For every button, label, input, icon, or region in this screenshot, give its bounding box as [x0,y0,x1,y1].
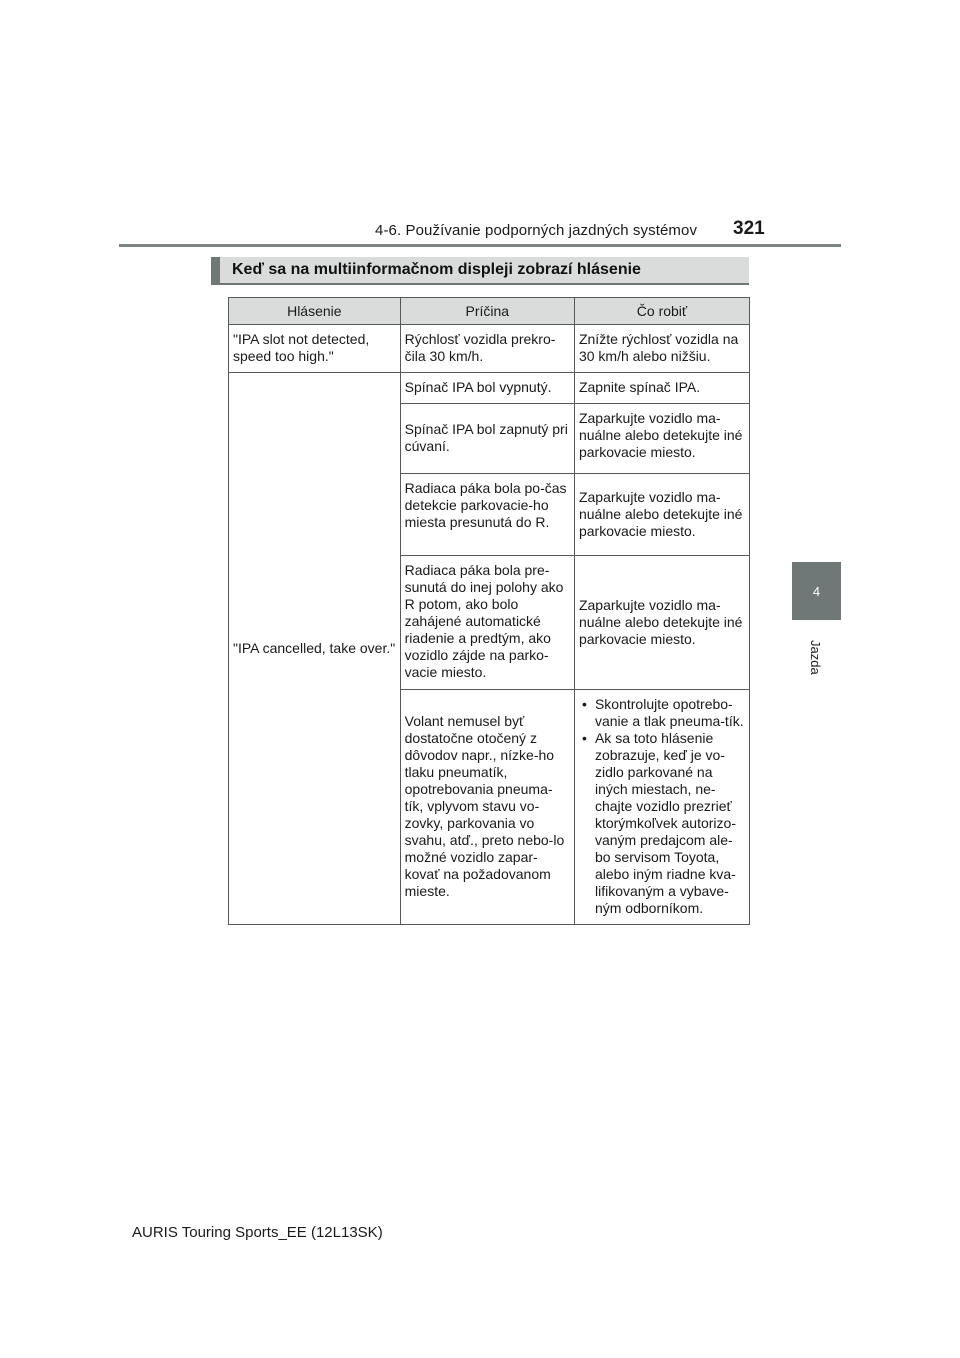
footer-model-code: AURIS Touring Sports_EE (12L13SK) [132,1224,383,1241]
cause-cell: Radiaca páka bola pre-sunutá do inej polohy ako R potom, ako bolo zahájené automatické riadenie a predtým, ako vozidlo zájde na parko-vacie miesto. [400,556,574,690]
cause-cell: Radiaca páka bola po-čas detekcie parkovacie-ho miesta presunutá do R. [400,474,574,556]
chapter-number: 4 [812,583,821,599]
column-header-message: Hlásenie [229,298,401,325]
messages-table [228,297,750,925]
action-cell: Znížte rýchlosť vozidla na 30 km/h alebo nižšiu. [574,325,749,373]
action-cell: Zaparkujte vozidlo ma-nuálne alebo detekujte iné parkovacie miesto. [574,474,749,556]
cause-cell: Volant nemusel byť dostatočne otočený z dôvodov napr., nízke-ho tlaku pneumatík, opotrebovania pneuma-tík, vplyvom stavu vo-zovky, parkovania vo svahu, atď., preto nebo-lo možné vozidlo zapar-kovať na požadovanom mieste. [400,690,574,925]
table-row [229,373,750,404]
section-heading [211,257,749,285]
section-title: Keď sa na multiinformačnom displeji zobrazí hlásenie [232,261,641,278]
list-item: • Skontrolujte opotrebo-vanie a tlak pneuma-tík. [595,696,746,730]
column-header-cause: Príčina [400,298,574,325]
table-header-row [229,298,750,325]
column-header-action: Čo robiť [574,298,749,325]
chapter-tab[interactable] [792,562,841,620]
action-cell: Zapnite spínač IPA. [574,373,749,404]
header-divider [119,244,841,247]
action-bullet-list [579,696,746,917]
action-cell [574,690,749,925]
running-header-title: 4-6. Používanie podporných jazdných systémov [375,222,698,239]
message-cell-ipa-cancelled: "IPA cancelled, take over." [229,373,401,925]
message-cell: "IPA slot not detected, speed too high." [229,325,401,373]
chapter-label: Jazda [808,640,823,675]
action-cell: Zaparkujte vozidlo ma-nuálne alebo detekujte iné parkovacie miesto. [574,556,749,690]
list-item: • Ak sa toto hlásenie zobrazuje, keď je vo-zidlo parkované na iných miestach, ne-chajte vozidlo prezrieť ktorýmkoľvek autorizo-vaným predajcom ale-bo servisom Toyota, alebo iným riadne kva-lifikovaným a vybave-ným odborníkom. [595,730,746,917]
page-number: 321 [733,218,765,239]
table-row [229,325,750,373]
action-cell: Zaparkujte vozidlo ma-nuálne alebo detekujte iné parkovacie miesto. [574,404,749,474]
cause-cell: Spínač IPA bol zapnutý pri cúvaní. [400,404,574,474]
cause-cell: Spínač IPA bol vypnutý. [400,373,574,404]
cause-cell: Rýchlosť vozidla prekro-čila 30 km/h. [400,325,574,373]
